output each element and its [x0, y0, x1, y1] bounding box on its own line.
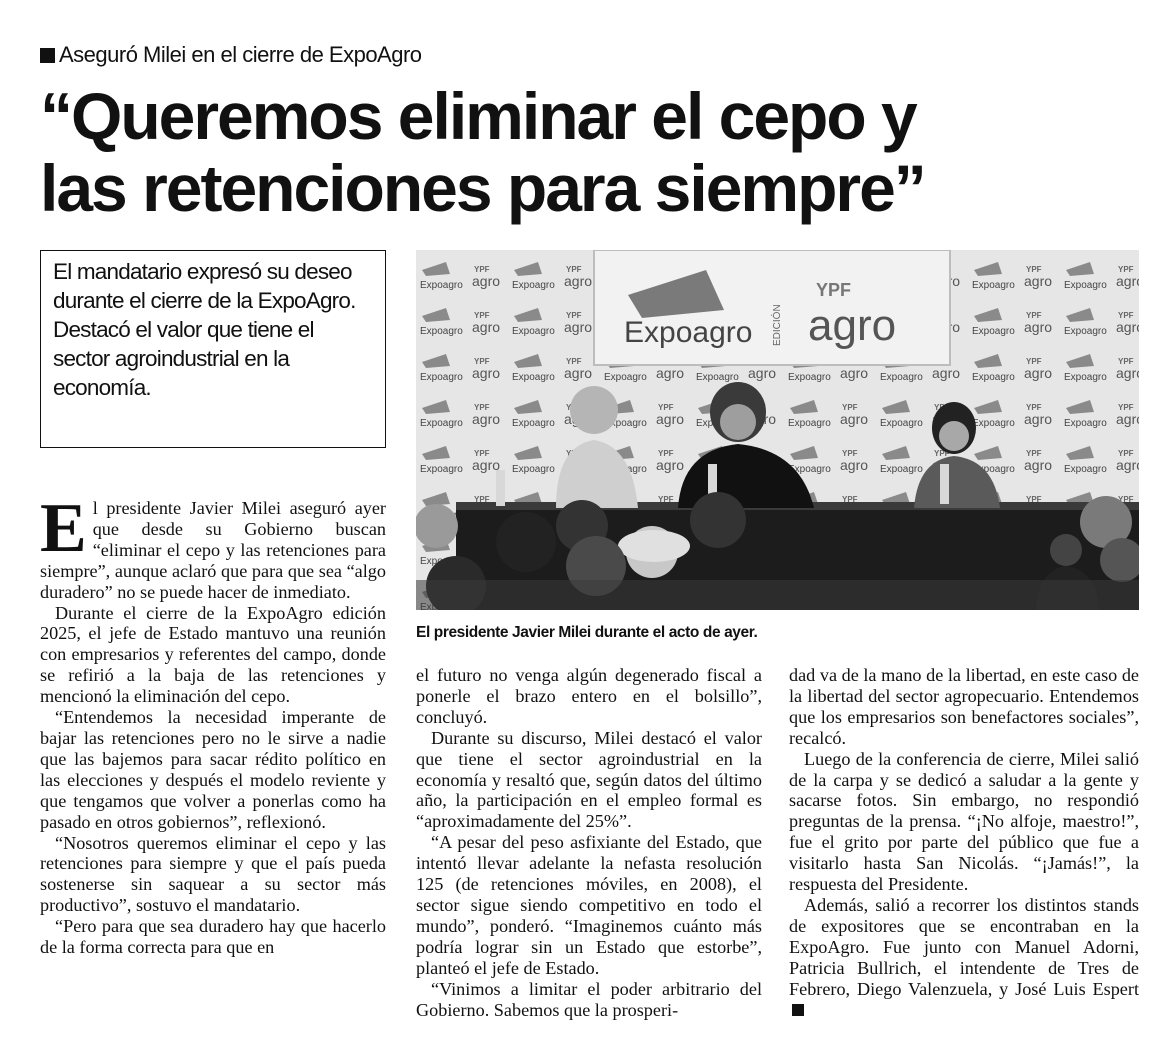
paragraph: “Vinimos a limitar el poder arbitrario del Gobierno. Sabemos que la prosperi- — [416, 978, 762, 1020]
backdrop-brand-1: Expoagro — [624, 316, 753, 349]
paragraph: “Nosotros queremos eliminar el cepo y las retenciones para siempre y que el país pueda sostenerse sin saquear a su sector más productivo”, sostuvo el mandatario. — [40, 832, 386, 916]
paragraph: “Pero para que sea duradero hay que hacerlo de la forma correcta para que en — [40, 916, 386, 958]
article-photo — [416, 250, 1139, 610]
paragraph: Luego de la conferencia de cierre, Milei salió de la carpa y se dedicó a saludar a la gente y sacarse fotos. Sin embargo, no respondió preguntas de la prensa. “¡No alfoje, maestro!”, fue el grito por parte del público que fue a visitarlo hasta San Nicolás. “¡Jamás!”, la respuesta del Presidente. — [789, 748, 1139, 895]
kicker — [40, 42, 422, 68]
backdrop-ypf: YPF — [816, 280, 852, 300]
backdrop-edicion: EDICIÓN — [772, 304, 783, 346]
paragraph: “A pesar del peso asfixiante del Estado, que intentó llevar adelante la nefasta resolución 125 (de retenciones móviles, en 2008), el sector sigue siendo competitivo en todo el mundo”, ponderó. “Imaginemos cuánto más podría lograr sin un Estado que estorbe”, planteó el jefe de Estado. — [416, 832, 762, 978]
headline — [40, 80, 1140, 224]
kicker-text: Aseguró Milei en el cierre de ExpoAgro — [59, 42, 422, 67]
drop-cap: E — [40, 490, 87, 567]
kicker-square-icon — [40, 48, 55, 63]
photo-caption: El presidente Javier Milei durante el acto de ayer. — [416, 624, 758, 641]
paragraph — [789, 895, 1139, 1020]
paragraph-text: Además, salió a recorrer los distintos stands de expositores que se encontraban en la ExpoAgro. Fue junto con Manuel Adorni, Patricia Bullrich, el intendente de Tres de Febrero, Diego Valenzuela, y José Luis Espert — [789, 894, 1139, 999]
paragraph: el futuro no venga algún degenerado fiscal a ponerle el brazo entero en el bolsillo”, concluyó. — [416, 665, 762, 727]
paragraph: Durante su discurso, Milei destacó el valor que tiene el sector agroindustrial en la economía y resaltó que, según datos del último año, la participación en el empleo formal es “aproximadamente del 25%”. — [416, 727, 762, 832]
column-1 — [40, 490, 386, 958]
column-3 — [789, 665, 1139, 1020]
paragraph-text: l presidente Javier Milei aseguró ayer que desde su Gobierno buscan “eliminar el cepo y las retenciones para siempre”, aunque aclaró que para que sea “algo duradero” no se puede hacer de inmediato. — [40, 498, 386, 602]
end-mark-icon — [792, 1004, 804, 1016]
column-2 — [416, 665, 762, 1020]
paragraph: “Entendemos la necesidad imperante de bajar las retenciones pero no le sirve a nadie que las bajemos para sacar rédito político en las elecciones y después el modelo reviente y que tengamos que volver a ponerlas como ha pasado en otros gobiernos”, reflexionó. — [40, 707, 386, 832]
summary-box: El mandatario expresó su deseo durante el cierre de la ExpoAgro. Destacó el valor que tiene el sector agroindustrial en la economía. — [40, 250, 386, 448]
paragraph: dad va de la mano de la libertad, en este caso de la libertad del sector agropecuario. Entendemos que los empresarios son benefactores sociales”, recalcó. — [789, 665, 1139, 748]
backdrop-brand-2: agro — [808, 301, 897, 350]
headline-line-1: “Queremos eliminar el cepo y — [40, 79, 916, 153]
headline-line-2: las retenciones para siempre” — [40, 151, 925, 225]
paragraph: Durante el cierre de la ExpoAgro edición 2025, el jefe de Estado mantuvo una reunión con empresarios y referentes del campo, donde se refirió a la baja de las retenciones y mencionó la eliminación del cepo. — [40, 602, 386, 707]
paragraph — [40, 490, 386, 603]
